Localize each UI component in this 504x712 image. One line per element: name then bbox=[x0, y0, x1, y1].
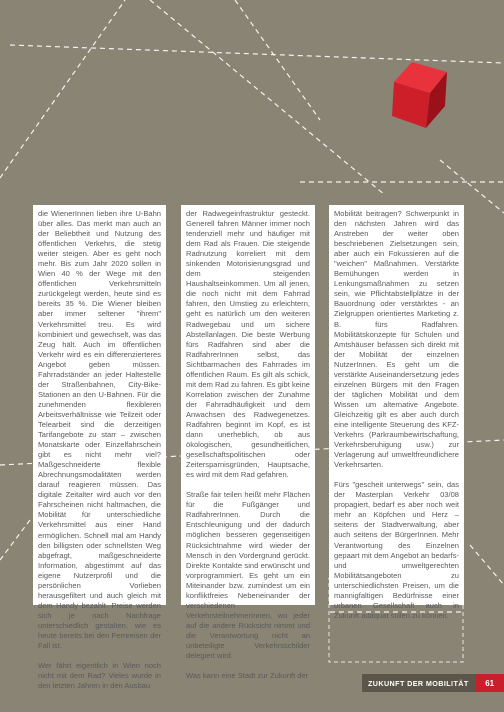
dashed-line bbox=[150, 0, 385, 195]
text-column-2 bbox=[181, 205, 315, 681]
paragraph: Was kann eine Stadt zur Zukunft der bbox=[186, 671, 309, 681]
paragraph: Mobilität beitragen? Schwerpunkt in den nächsten Jahren wird das Anstreben der weiter oben beschriebenen Zielsetzungen sein, aber auch ein Fokussieren auf die "weichen" Maßnahmen. Verstärkte Bemühungen werden in Lenkungsmaßnahmen zu setzen sein, wie Pflichtabstellplätze in der Bauordnung oder verstärktes - an Zielgruppen orientiertes Marketing z. B. fürs Radfahren. Mobilitätskonzepte für Schulen und Amtshäuser befassen sich direkt mit der Mobilität der einzelnen NutzerInnen. Es geht um die verstärkte Auseinandersetzung jedes einzelnen Bürgers mit den Fragen der täglichen Mobilität und dem Wissen um alternative Angebote. Gleichzeitig gilt es aber auch durch eine intelligente Steuerung des KFZ-Verkehrs (Parkraumbewirtschaftung, Verkehrsberuhigung usw.) zur Verlagerung auf umweltfreundlichere Verkehrsarten. bbox=[334, 209, 459, 470]
dashed-line bbox=[10, 45, 504, 63]
text-column-3 bbox=[329, 205, 464, 620]
paragraph: der Radwegeinfrastruktur gesteckt. Generell fahren Männer immer noch tendenziell mehr und häufiger mit dem Rad als Frauen. Die steigende Radnutzung korreliert mit dem sinkenden Motorisierungsgrad und dem steigenden Haushaltseinkommen. Um all jenen, die noch nicht mit dem Fahrrad fahren, den Umstieg zu erleichtern, geht es natürlich um den weiteren Radwegebau und um sichere Abstellanlagen. Die beste Werbung fürs Radfahren sind aber die RadfahrerInnen selbst, das Sichtbarmachen des Fahrrades im öffentlichen Raum. Es gilt als schick, mit dem Rad zu fahren. Es gibt keine Korrelation zwischen der Zunahme der Fahrradhäufigkeit und dem Anwachsen des Radwegenetzes. Radfahren beginnt im Kopf, es ist dann unerheblich, ob aus ökologischen, gesundheitlichen, gesellschaftspolitischen oder Zeitersparnisgründen, Hauptsache, es wird mit dem Rad gefahren. bbox=[186, 209, 310, 480]
dashed-line bbox=[0, 520, 30, 560]
paragraph: Fürs "gescheit unterwegs" sein, das der Masterplan Verkehr 03/08 propagiert, bedarf es aber noch weit mehr an Köpfchen und Herz – seitens der Stadtverwaltung, aber auch seitens der BürgerInnen. Mehr Verantwortung des Einzelnen gepaart mit dem Angebot an bedarfs- und umweltgerechten Mobilitätsangeboten zu unterschiedlichsten Preisen, um die mannigfaltigen Bedürfnisse einer urbanen Gesellschaft auch in Zukunft adäquat stillen zu können. bbox=[334, 480, 459, 620]
paragraph: Straße fair teilen heißt mehr Flächen für die Fußgänger und RadfahrerInnen. Durch die Entschleunigung und der dadurch möglichen besseren gegenseitigen Rücksichtnahme wird wieder der Mensch in den Vordergrund gerückt. Direkte Kontakte sind erwünscht und vorprogrammiert. Es geht um ein Miteinander bzw. zumindest um ein konfliktfreies Nebeneinander der verschiedenen VerkehrsteilnehmerInnen, wo jeder auf die andere Rücksicht nimmt und die Verantwortung nicht an unbeteiligte Verkehrsschilder delegiert wird. bbox=[186, 490, 310, 661]
page-number: 61 bbox=[476, 674, 504, 692]
dashed-line bbox=[470, 545, 504, 585]
section-label: ZUKUNFT DER MOBILITÄT bbox=[362, 674, 476, 692]
paragraph: die WienerInnen lieben ihre U-Bahn über alles. Das merkt man auch an der Beliebtheit und Nutzung des öffentlichen Verkehrs, die stetig weiter steigen. Aber es geht noch mehr. Bis zum Jahr 2020 sollen in Wien 40 % der Wege mit den öffentlichen Verkehrsmitteln zurückgelegt werden, heute sind es bereits 35 %. Die Wiener bleiben aber immer seltener "ihrem" Verkehrsmittel treu. Es wird kombiniert und gewechselt, was das Zeug hält. Auch im öffentlichen Verkehr wird es ein differenzierteres Angebot geben müssen. Fahrradständer an jeder Haltestelle der Straßenbahnen, City-Bike-Stationen an den U-Bahnen. Für die zunehmenden flexibleren Arbeitsverhältnisse wie Teilzeit oder Telearbeit sind die derzeitigen Tarifangebote zu starr – zwischen Monatskarte oder Einzelfahrschein gibt es nicht mehr viel? Maßgeschneiderte flexible Abrechnungsmodalitäten werden darauf reagieren müssen. Das digitale Zeitalter wird auch vor den Fahrscheinen nicht haltmachen, die Mobilität für unterschiedliche Verkehrsmittel aus einer Hand ermöglichen. Schnell mal am Handy den billigsten oder schnellsten Weg abgefragt, maßgeschneiderte Information, abgestimmt auf das eigene Nutzerprofil und die persönlichen Vorlieben herausgefiltert und auch gleich mit dem Handy bezahlt. Preise werden sich je nach Nachfrage unterschiedlich gestalten, wie es heute bereits bei den Fernreisen der Fall ist. bbox=[38, 209, 161, 651]
dashed-line bbox=[0, 0, 125, 178]
text-column-1 bbox=[33, 205, 166, 691]
footer-bar bbox=[362, 674, 504, 692]
red-cube-graphic bbox=[392, 62, 447, 128]
dashed-line bbox=[235, 0, 320, 120]
paragraph: Wer fährt eigentlich in Wien noch nicht mit dem Rad? Vieles wurde in den letzten Jahren in den Ausbau bbox=[38, 661, 161, 691]
